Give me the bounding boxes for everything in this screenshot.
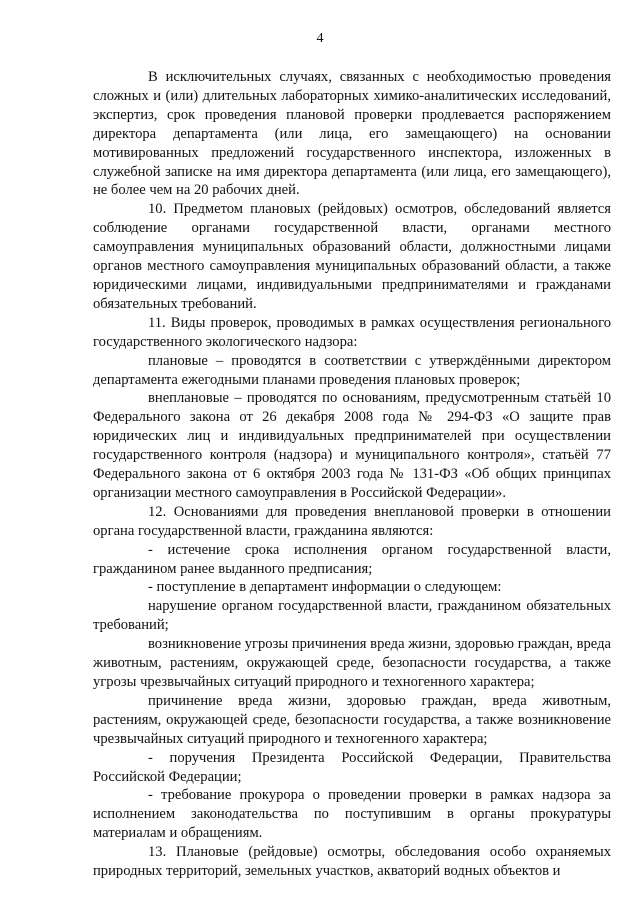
- paragraph-13-planned-raids: 13. Плановые (рейдовые) осмотры, обследования особо охраняемых природных территорий, земельных участков, акваторий водных объектов и: [93, 844, 611, 880]
- list-item-information-received: - поступление в департамент информации о следующем:: [148, 579, 502, 596]
- paragraph-12-grounds-for-unplanned: 12. Основаниями для проведения внеплановой проверки в отношении органа государственной власти, гражданина являются:: [93, 503, 611, 539]
- list-item-president-orders: - поручения Президента Российской Федерации, Правительства Российской Федерации;: [93, 749, 611, 785]
- document-body: [93, 68, 611, 881]
- paragraph-harm-caused: причинение вреда жизни, здоровью граждан, вреда животным, растениям, окружающей среде, безопасности государства, а также возникновение чрезвычайных ситуаций природного и техногенного характера;: [93, 692, 611, 747]
- paragraph-10-subject-of-inspections: 10. Предметом плановых (рейдовых) осмотров, обследований является соблюдение органами государственной власти, органами местного самоуправления муниципальных образований области, должностными лицами органов местного самоуправления муниципальных образований области, а также юридическими лицами, индивидуальными предпринимателями и гражданами обязательных требований.: [93, 201, 611, 312]
- list-item-order-expiry: - истечение срока исполнения органом государственной власти, гражданином ранее выданного предписания;: [93, 541, 611, 577]
- page-number: 4: [316, 31, 324, 46]
- paragraph-threat-of-harm: возникновение угрозы причинения вреда жизни, здоровью граждан, вреда животным, растениям, окружающей среде, безопасности государства, а также угрозы чрезвычайных ситуаций природного и техногенного характера;: [93, 636, 611, 690]
- paragraph-unplanned-inspections: внеплановые – проводятся по основаниям, предусмотренным статьёй 10 Федерального закона от 26 декабря 2008 года № 294-ФЗ «О защите прав юридических лиц и индивидуальных предпринимателей при осуществлении государственного контроля (надзора) и муниципального контроля», статьёй 77 Федерального закона от 6 октября 2003 года № 131-ФЗ «Об общих принципах организации местного самоуправления в Российской Федерации».: [93, 390, 611, 501]
- list-item-prosecutor-demand: - требование прокурора о проведении проверки в рамках надзора за исполнением законодательства по поступившим в органы прокуратуры материалам и обращениям.: [93, 787, 611, 842]
- paragraph-extension-of-inspection: В исключительных случаях, связанных с необходимостью проведения сложных и (или) длительных лабораторных химико-аналитических исследований, экспертиз, срок проведения плановой проверки продлевается распоряжением директора департамента (или лица, его замещающего) на основании мотивированных предложений государственного инспектора, изложенных в служебной записке на имя директора департамента (или лица, его замещающего), не более чем на 20 рабочих дней.: [93, 69, 611, 199]
- paragraph-violation: нарушение органом государственной власти, гражданином обязательных требований;: [93, 598, 611, 634]
- paragraph-11-types-of-inspections: 11. Виды проверок, проводимых в рамках осуществления регионального государственного экологического надзора:: [93, 314, 611, 350]
- paragraph-planned-inspections: плановые – проводятся в соответствии с утверждёнными директором департамента ежегодными планами проведения плановых проверок;: [93, 352, 611, 388]
